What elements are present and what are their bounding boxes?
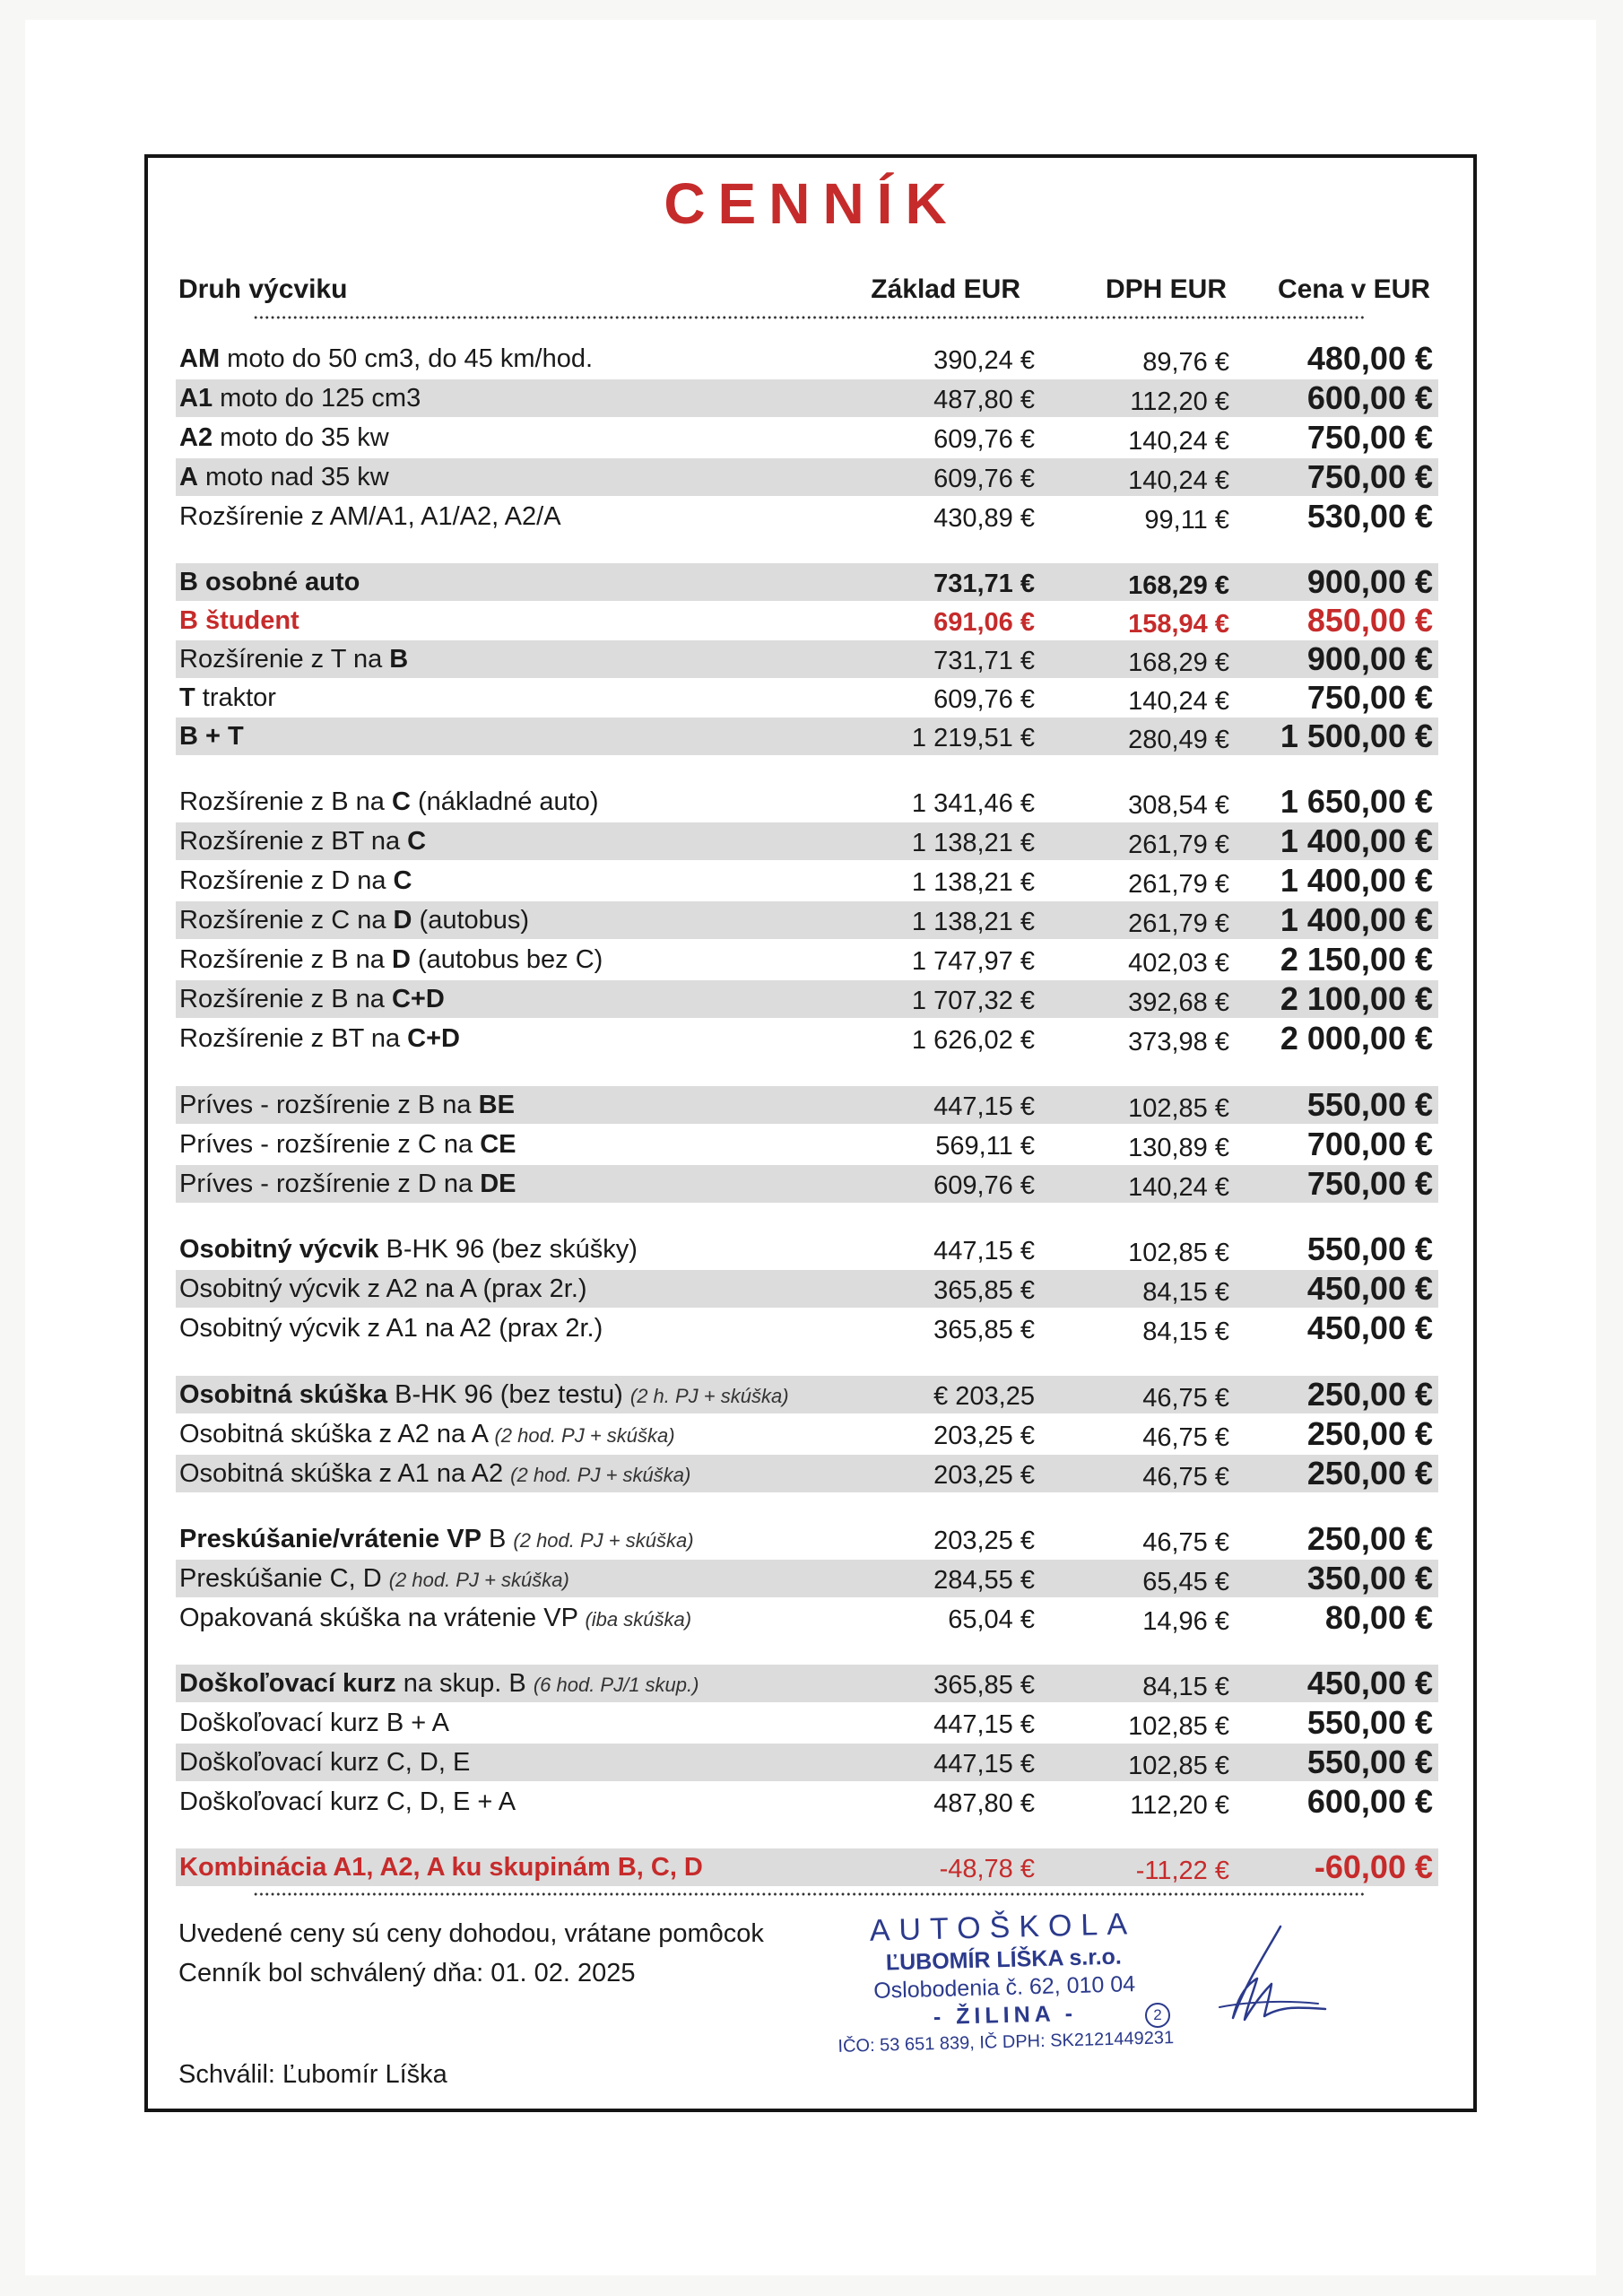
price-row: Rozšírenie z B na C (nákladné auto) 1 341,46 € 308,54 € 1 650,00 €: [179, 783, 1433, 820]
price-row: Príves - rozšírenie z B na BE 447,15 € 102,85 € 550,00 €: [176, 1086, 1438, 1124]
column-header-total: Cena v EUR: [1277, 274, 1430, 304]
price-row: Doškoľovací kurz C, D, E 447,15 € 102,85 € 550,00 €: [176, 1744, 1438, 1781]
column-header-base: Základ EUR: [871, 274, 1020, 304]
price-row: Rozšírenie z BT na C 1 138,21 € 261,79 € 1 400,00 €: [176, 822, 1438, 860]
price-row: A moto nad 35 kw 609,76 € 140,24 € 750,00 €: [176, 458, 1438, 496]
price-row: AM moto do 50 cm3, do 45 km/hod. 390,24 € 89,76 € 480,00 €: [179, 340, 1433, 377]
footer-note-prices: Uvedené ceny sú ceny dohodou, vrátane pomôcok: [178, 1919, 764, 1948]
price-row: Rozšírenie z D na C 1 138,21 € 261,79 € 1 400,00 €: [179, 862, 1433, 899]
price-row: Príves - rozšírenie z D na DE 609,76 € 140,24 € 750,00 €: [176, 1165, 1438, 1203]
star-divider-top: [253, 314, 1365, 321]
price-row: Osobitný výcvik B-HK 96 (bez skúšky) 447,15 € 102,85 € 550,00 €: [179, 1231, 1433, 1267]
price-row: Osobitný výcvik z A2 na A (prax 2r.) 365,85 € 84,15 € 450,00 €: [176, 1270, 1438, 1308]
company-stamp: [805, 1905, 1203, 2057]
price-row: T traktor 609,76 € 140,24 € 750,00 €: [179, 679, 1433, 716]
column-header-training: Druh výcviku: [178, 274, 348, 304]
footer-note-approval-date: Cenník bol schválený dňa: 01. 02. 2025: [178, 1959, 636, 1987]
price-row: Rozšírenie z B na D (autobus bez C) 1 747,97 € 402,03 € 2 150,00 €: [179, 941, 1433, 978]
footer-approved-by: Schválil: Ľubomír Líška: [178, 2060, 447, 2089]
price-row: Rozšírenie z BT na C+D 1 626,02 € 373,98 € 2 000,00 €: [179, 1020, 1433, 1057]
price-row: B osobné auto 731,71 € 168,29 € 900,00 €: [176, 563, 1438, 601]
price-row: Príves - rozšírenie z C na CE 569,11 € 130,89 € 700,00 €: [179, 1126, 1433, 1162]
price-row-discount: Kombinácia A1, A2, A ku skupinám B, C, D -48,78 € -11,22 € -60,00 €: [176, 1848, 1438, 1886]
price-row: Preskúšanie C, D (2 hod. PJ + skúška) 284,55 € 65,45 € 350,00 €: [176, 1560, 1438, 1597]
price-row: A2 moto do 35 kw 609,76 € 140,24 € 750,00 €: [179, 419, 1433, 456]
stamp-line: - ŽILINA -: [933, 2000, 1078, 2031]
price-row: Osobitná skúška z A2 na A (2 hod. PJ + skúška) 203,25 € 46,75 € 250,00 €: [179, 1415, 1433, 1452]
price-row: Preskúšanie/vrátenie VP B (2 hod. PJ + skúška) 203,25 € 46,75 € 250,00 €: [179, 1520, 1433, 1557]
price-row: Rozšírenie z AM/A1, A1/A2, A2/A 430,89 € 99,11 € 530,00 €: [179, 498, 1433, 535]
stamp-line: ĽUBOMÍR LÍŠKA s.r.o.: [885, 1944, 1123, 1976]
stamp-line: AUTOŠKOLA: [869, 1907, 1137, 1948]
price-row-highlight: B študent 691,06 € 158,94 € 850,00 €: [179, 602, 1433, 639]
stamp-line: IČO: 53 651 839, IČ DPH: SK2121449231: [838, 2028, 1175, 2057]
price-row: B + T 1 219,51 € 280,49 € 1 500,00 €: [176, 718, 1438, 755]
price-row: A1 moto do 125 cm3 487,80 € 112,20 € 600,00 €: [176, 379, 1438, 417]
price-row: Osobitná skúška z A1 na A2 (2 hod. PJ + skúška) 203,25 € 46,75 € 250,00 €: [176, 1455, 1438, 1492]
price-row: Osobitný výcvik z A1 na A2 (prax 2r.) 365,85 € 84,15 € 450,00 €: [179, 1309, 1433, 1346]
price-row: Rozšírenie z B na C+D 1 707,32 € 392,68 € 2 100,00 €: [176, 980, 1438, 1018]
price-row: Rozšírenie z C na D (autobus) 1 138,21 € 261,79 € 1 400,00 €: [176, 901, 1438, 939]
column-header-vat: DPH EUR: [1105, 274, 1227, 304]
stamp-line: Oslobodenia č. 62, 010 04: [872, 1971, 1136, 2004]
price-row: Opakovaná skúška na vrátenie VP (iba skúška) 65,04 € 14,96 € 80,00 €: [179, 1599, 1433, 1636]
price-row: Osobitná skúška B-HK 96 (bez testu) (2 h. PJ + skúška) € 203,25 46,75 € 250,00 €: [176, 1376, 1438, 1413]
page-title: CENNÍK: [664, 171, 959, 236]
stamp-number: 2: [1145, 2003, 1170, 2028]
price-row: Doškoľovací kurz na skup. B (6 hod. PJ/1 skup.) 365,85 € 84,15 € 450,00 €: [176, 1665, 1438, 1702]
price-row: Doškoľovací kurz B + A 447,15 € 102,85 € 550,00 €: [179, 1704, 1433, 1741]
signature-icon: [1202, 1919, 1327, 2036]
star-divider-bottom: [253, 1891, 1365, 1898]
price-row: Rozšírenie z T na B 731,71 € 168,29 € 900,00 €: [176, 640, 1438, 678]
price-row: Doškoľovací kurz C, D, E + A 487,80 € 112,20 € 600,00 €: [179, 1783, 1433, 1820]
